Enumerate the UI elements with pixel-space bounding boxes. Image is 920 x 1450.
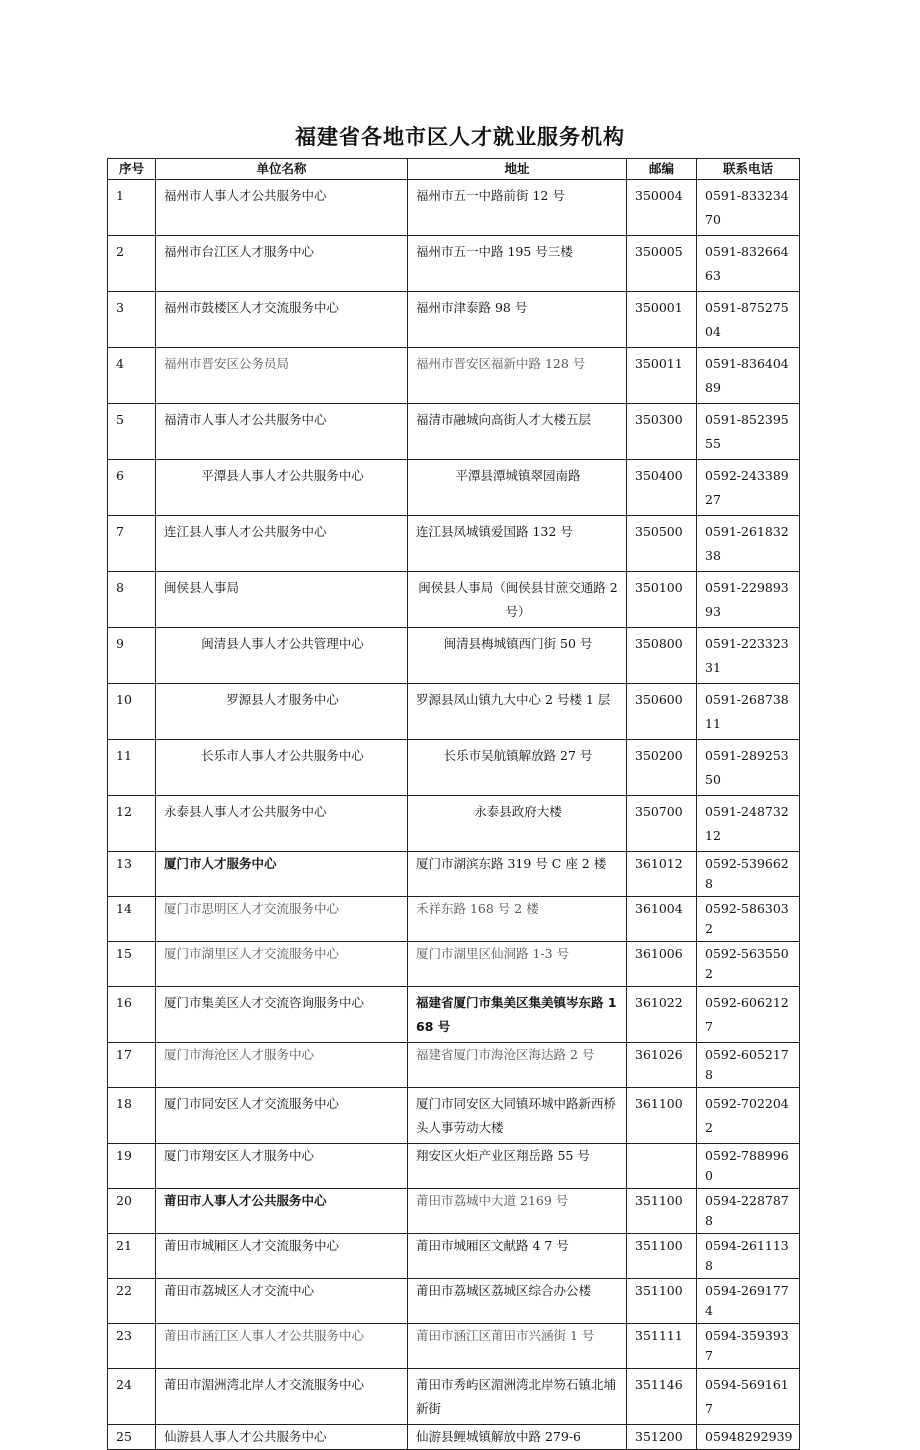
cell-phone: 0591-28925350	[697, 740, 800, 796]
cell-address: 闽侯县人事局（闽侯县甘蔗交通路 2 号）	[408, 572, 627, 628]
cell-zip: 350500	[627, 516, 697, 572]
cell-name: 闽清县人事人才公共管理中心	[156, 628, 408, 684]
cell-address: 禾祥东路 168 号 2 楼	[408, 897, 627, 942]
header-no: 序号	[108, 159, 156, 180]
cell-no: 23	[108, 1324, 156, 1369]
cell-address: 平潭县潭城镇翠园南路	[408, 460, 627, 516]
cell-zip: 351100	[627, 1234, 697, 1279]
cell-name: 长乐市人事人才公共服务中心	[156, 740, 408, 796]
cell-phone: 0591-83323470	[697, 180, 800, 236]
cell-zip: 350400	[627, 460, 697, 516]
table-row	[108, 628, 800, 684]
cell-no: 6	[108, 460, 156, 516]
cell-zip: 361004	[627, 897, 697, 942]
cell-name: 闽侯县人事局	[156, 572, 408, 628]
table-row	[108, 236, 800, 292]
cell-no: 10	[108, 684, 156, 740]
cell-no: 24	[108, 1369, 156, 1425]
table-row	[108, 1144, 800, 1189]
cell-phone: 0592-6052178	[697, 1043, 800, 1088]
table-row	[108, 1425, 800, 1450]
cell-name: 厦门市思明区人才交流服务中心	[156, 897, 408, 942]
cell-address: 长乐市吴航镇解放路 27 号	[408, 740, 627, 796]
cell-phone: 0591-24873212	[697, 796, 800, 852]
cell-no: 5	[108, 404, 156, 460]
cell-phone: 0591-22989393	[697, 572, 800, 628]
cell-address: 福建省厦门市集美区集美镇岑东路 168 号	[408, 987, 627, 1043]
cell-name: 厦门市湖里区人才交流服务中心	[156, 942, 408, 987]
cell-address: 厦门市同安区大同镇环城中路新西桥头人事劳动大楼	[408, 1088, 627, 1144]
table-row	[108, 516, 800, 572]
cell-no: 15	[108, 942, 156, 987]
cell-address: 罗源县凤山镇九大中心 2 号楼 1 层	[408, 684, 627, 740]
cell-phone: 0591-26183238	[697, 516, 800, 572]
cell-no: 13	[108, 852, 156, 897]
cell-address: 莆田市涵江区莆田市兴涵街 1 号	[408, 1324, 627, 1369]
table-row	[108, 1369, 800, 1425]
cell-no: 17	[108, 1043, 156, 1088]
cell-address: 闽清县梅城镇西门街 50 号	[408, 628, 627, 684]
cell-phone: 0594-2611138	[697, 1234, 800, 1279]
table-row	[108, 897, 800, 942]
table-row	[108, 572, 800, 628]
cell-phone: 0594-2691774	[697, 1279, 800, 1324]
table-row	[108, 1324, 800, 1369]
cell-no: 21	[108, 1234, 156, 1279]
table-row	[108, 1234, 800, 1279]
cell-address: 莆田市城厢区文献路 4 7 号	[408, 1234, 627, 1279]
cell-zip: 351100	[627, 1189, 697, 1234]
cell-no: 9	[108, 628, 156, 684]
cell-name: 厦门市集美区人才交流咨询服务中心	[156, 987, 408, 1043]
cell-address: 福清市融城向高街人才大楼五层	[408, 404, 627, 460]
cell-name: 福清市人事人才公共服务中心	[156, 404, 408, 460]
cell-no: 7	[108, 516, 156, 572]
cell-phone: 0591-83640489	[697, 348, 800, 404]
cell-address: 厦门市湖里区仙洞路 1-3 号	[408, 942, 627, 987]
cell-zip: 361012	[627, 852, 697, 897]
cell-zip	[627, 1144, 697, 1189]
header-name: 单位名称	[156, 159, 408, 180]
cell-address: 莆田市荔城区荔城区综合办公楼	[408, 1279, 627, 1324]
cell-name: 莆田市人事人才公共服务中心	[156, 1189, 408, 1234]
cell-zip: 350700	[627, 796, 697, 852]
cell-zip: 351111	[627, 1324, 697, 1369]
cell-name: 平潭县人事人才公共服务中心	[156, 460, 408, 516]
cell-address: 福州市晋安区福新中路 128 号	[408, 348, 627, 404]
cell-zip: 350800	[627, 628, 697, 684]
cell-zip: 350005	[627, 236, 697, 292]
cell-no: 18	[108, 1088, 156, 1144]
table-row	[108, 1189, 800, 1234]
cell-zip: 361100	[627, 1088, 697, 1144]
cell-address: 永泰县政府大楼	[408, 796, 627, 852]
header-zip: 邮编	[627, 159, 697, 180]
header-phone: 联系电话	[697, 159, 800, 180]
cell-zip: 350100	[627, 572, 697, 628]
cell-phone: 0592-7022042	[697, 1088, 800, 1144]
cell-zip: 361026	[627, 1043, 697, 1088]
cell-name: 莆田市涵江区人事人才公共服务中心	[156, 1324, 408, 1369]
cell-name: 福州市人事人才公共服务中心	[156, 180, 408, 236]
cell-name: 厦门市海沧区人才服务中心	[156, 1043, 408, 1088]
cell-no: 25	[108, 1425, 156, 1450]
cell-address: 仙游县鲤城镇解放中路 279-6	[408, 1425, 627, 1450]
cell-phone: 0592-24338927	[697, 460, 800, 516]
cell-phone: 0591-87527504	[697, 292, 800, 348]
cell-address: 福建省厦门市海沧区海达路 2 号	[408, 1043, 627, 1088]
cell-zip: 350300	[627, 404, 697, 460]
cell-no: 8	[108, 572, 156, 628]
cell-name: 莆田市城厢区人才交流服务中心	[156, 1234, 408, 1279]
cell-phone: 0594-5691617	[697, 1369, 800, 1425]
table-row	[108, 942, 800, 987]
cell-name: 厦门市人才服务中心	[156, 852, 408, 897]
cell-address: 福州市津泰路 98 号	[408, 292, 627, 348]
cell-name: 连江县人事人才公共服务中心	[156, 516, 408, 572]
cell-no: 16	[108, 987, 156, 1043]
cell-zip: 351200	[627, 1425, 697, 1450]
agency-table	[107, 158, 800, 1450]
cell-address: 福州市五一中路 195 号三楼	[408, 236, 627, 292]
table-row	[108, 796, 800, 852]
cell-name: 厦门市同安区人才交流服务中心	[156, 1088, 408, 1144]
cell-no: 4	[108, 348, 156, 404]
cell-name: 永泰县人事人才公共服务中心	[156, 796, 408, 852]
cell-phone: 0594-3593937	[697, 1324, 800, 1369]
table-row	[108, 180, 800, 236]
cell-phone: 0591-83266463	[697, 236, 800, 292]
cell-phone: 0592-5635502	[697, 942, 800, 987]
header-address: 地址	[408, 159, 627, 180]
cell-name: 莆田市湄洲湾北岸人才交流服务中心	[156, 1369, 408, 1425]
cell-phone: 05948292939	[697, 1425, 800, 1450]
cell-address: 莆田市荔城中大道 2169 号	[408, 1189, 627, 1234]
table-row	[108, 1088, 800, 1144]
table-row	[108, 348, 800, 404]
cell-name: 仙游县人事人才公共服务中心	[156, 1425, 408, 1450]
cell-phone: 0594-2287878	[697, 1189, 800, 1234]
table-row	[108, 292, 800, 348]
cell-zip: 361006	[627, 942, 697, 987]
cell-zip: 351100	[627, 1279, 697, 1324]
cell-zip: 351146	[627, 1369, 697, 1425]
cell-zip: 350001	[627, 292, 697, 348]
cell-phone: 0592-7889960	[697, 1144, 800, 1189]
table-row	[108, 404, 800, 460]
cell-no: 2	[108, 236, 156, 292]
table-header-row	[108, 159, 800, 180]
cell-phone: 0592-5863032	[697, 897, 800, 942]
cell-address: 莆田市秀屿区湄洲湾北岸笏石镇北埔新街	[408, 1369, 627, 1425]
cell-no: 20	[108, 1189, 156, 1234]
table-row	[108, 1043, 800, 1088]
cell-address: 翔安区火炬产业区翔岳路 55 号	[408, 1144, 627, 1189]
cell-name: 厦门市翔安区人才服务中心	[156, 1144, 408, 1189]
cell-no: 22	[108, 1279, 156, 1324]
cell-name: 福州市台江区人才服务中心	[156, 236, 408, 292]
table-row	[108, 852, 800, 897]
cell-no: 14	[108, 897, 156, 942]
cell-zip: 350600	[627, 684, 697, 740]
cell-no: 12	[108, 796, 156, 852]
cell-phone: 0592-5396628	[697, 852, 800, 897]
cell-name: 罗源县人才服务中心	[156, 684, 408, 740]
cell-address: 连江县凤城镇爱国路 132 号	[408, 516, 627, 572]
cell-zip: 361022	[627, 987, 697, 1043]
cell-zip: 350011	[627, 348, 697, 404]
cell-phone: 0592-6062127	[697, 987, 800, 1043]
table-row	[108, 684, 800, 740]
cell-address: 厦门市湖滨东路 319 号 C 座 2 楼	[408, 852, 627, 897]
table-row	[108, 740, 800, 796]
cell-no: 19	[108, 1144, 156, 1189]
cell-name: 福州市鼓楼区人才交流服务中心	[156, 292, 408, 348]
cell-zip: 350200	[627, 740, 697, 796]
cell-no: 1	[108, 180, 156, 236]
table-row	[108, 460, 800, 516]
cell-no: 11	[108, 740, 156, 796]
table-row	[108, 987, 800, 1043]
cell-zip: 350004	[627, 180, 697, 236]
cell-phone: 0591-26873811	[697, 684, 800, 740]
cell-phone: 0591-85239555	[697, 404, 800, 460]
table-row	[108, 1279, 800, 1324]
document-title: 福建省各地市区人才就业服务机构	[295, 125, 625, 149]
cell-name: 莆田市荔城区人才交流中心	[156, 1279, 408, 1324]
cell-phone: 0591-22332331	[697, 628, 800, 684]
cell-no: 3	[108, 292, 156, 348]
cell-address: 福州市五一中路前街 12 号	[408, 180, 627, 236]
cell-name: 福州市晋安区公务员局	[156, 348, 408, 404]
